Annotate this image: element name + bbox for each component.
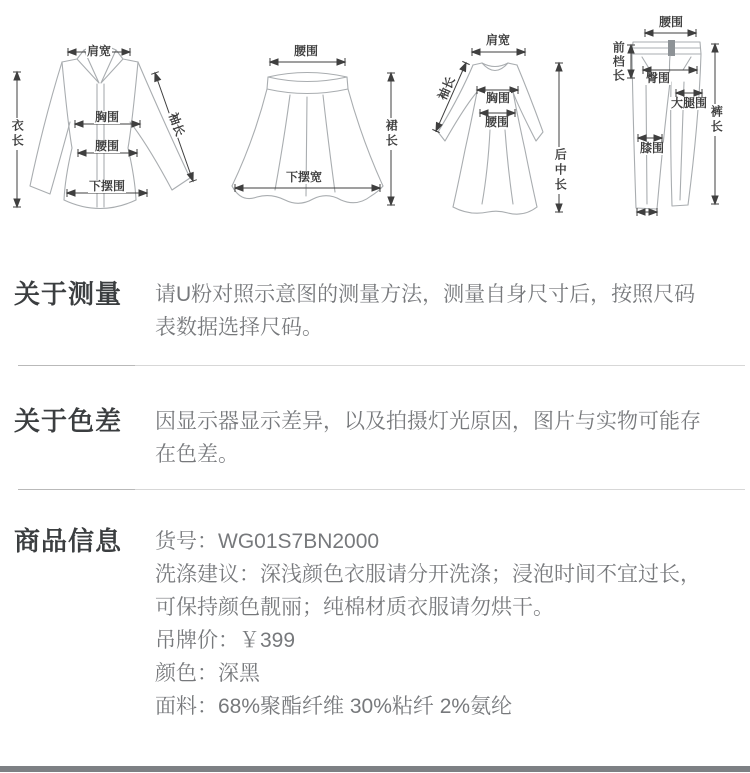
pants-label-knee: 膝围 — [640, 141, 665, 155]
section-divider — [18, 489, 745, 490]
shirt-label-garment-length: 衣长 — [10, 119, 25, 149]
skirt-drawing-icon — [205, 0, 405, 240]
section-body-color-difference: 因显示器显示差异，以及拍摄灯光原因，图片与实物可能存在色差。 — [155, 410, 701, 466]
section-measurement — [0, 240, 750, 365]
skirt-diagram — [205, 0, 405, 240]
section-color-difference — [0, 366, 750, 489]
shirt-label-sleeve-length: 袖长 — [165, 110, 188, 139]
product-info-color: 颜色：深黑 — [155, 662, 260, 685]
product-info-item-number: 货号：WG01S7BN2000 — [155, 530, 380, 553]
shirt-label-waist: 腰围 — [95, 139, 120, 153]
dress-label-back-center-length: 后中长 — [553, 148, 568, 193]
pants-label-pants-length: 裤长 — [709, 105, 724, 135]
section-product-info — [0, 490, 750, 723]
section-heading-product-info: 商品信息 — [14, 526, 123, 556]
pants-label-front-rise: 前档长 — [611, 41, 626, 83]
dress-label-bust: 胸围 — [486, 91, 511, 105]
section-body-measurement: 请U粉对照示意图的测量方法，测量自身尺寸后，按照尺码表数据选择尺码。 — [155, 283, 696, 339]
shirt-label-hem: 下摆围 — [89, 179, 126, 193]
product-info-fabric: 面料：68%聚酯纤维 30%粘纤 2%氨纶 — [155, 695, 513, 718]
product-info-tag-price: 吊牌价：￥399 — [155, 629, 296, 652]
skirt-label-skirt-length: 裙长 — [384, 119, 399, 149]
pants-drawing-icon — [600, 0, 750, 240]
product-info-washing-advice: 洗涤建议：深浅颜色衣服请分开洗涤；浸泡时间不宜过长，可保持颜色靓丽；纯棉材质衣服请勿烘干。 — [155, 563, 701, 619]
section-divider — [18, 365, 745, 366]
dress-label-waist: 腰围 — [485, 115, 510, 129]
dress-label-shoulder-width: 肩宽 — [486, 33, 511, 47]
shirt-label-shoulder-width: 肩宽 — [87, 44, 112, 58]
measurement-diagrams — [0, 0, 750, 240]
section-heading-measurement: 关于测量 — [14, 279, 123, 309]
pants-diagram — [600, 0, 750, 240]
dress-diagram — [420, 0, 585, 240]
shirt-diagram — [0, 0, 205, 240]
shirt-label-bust: 胸围 — [95, 110, 120, 124]
pants-label-thigh: 大腿围 — [671, 96, 708, 110]
pants-label-hip: 臀围 — [646, 71, 671, 85]
dress-label-sleeve-length: 袖长 — [435, 74, 458, 103]
skirt-label-hem-width: 下摆宽 — [286, 170, 323, 184]
skirt-label-waist: 腰围 — [294, 44, 319, 58]
pants-label-waist: 腰围 — [659, 15, 684, 29]
footer-bar — [0, 766, 750, 772]
section-body-product-info — [155, 525, 705, 723]
section-heading-color-difference: 关于色差 — [14, 406, 123, 436]
